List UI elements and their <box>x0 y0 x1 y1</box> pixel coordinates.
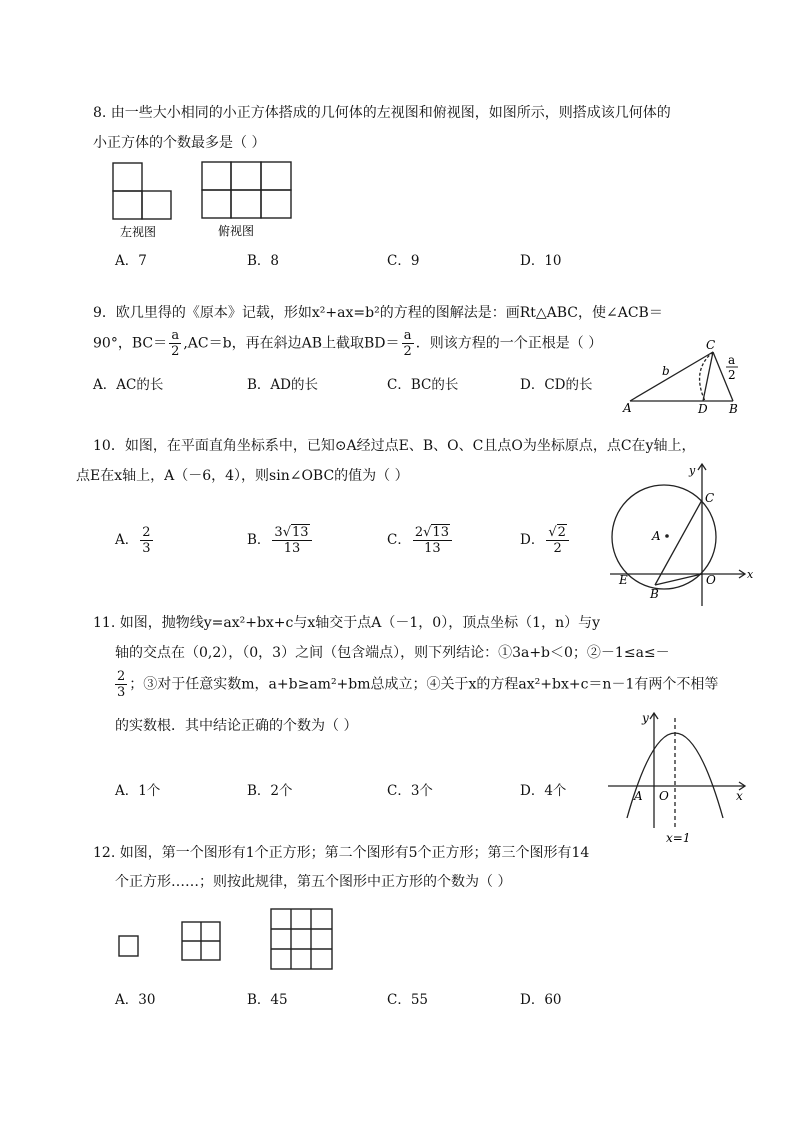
q10-label-b: B <box>650 587 659 601</box>
q12-square-patterns <box>112 904 337 976</box>
q9-label-a-den: 2 <box>728 368 736 382</box>
q9-label-c: C <box>706 338 716 352</box>
q8-stem-line1: 8. 由一些大小相同的小正方体搭成的几何体的左视图和俯视图，如图所示，则搭成该几何体的 <box>93 105 671 121</box>
q8-top-view-label: 俯视图 <box>218 224 255 238</box>
q9-label-side-b: b <box>662 364 670 378</box>
q8-option-c[interactable]: C．9 <box>387 253 420 269</box>
q10-option-c[interactable]: C． $\frac{2√13}{13}$ <box>387 526 454 555</box>
q9-stem-line2 <box>93 329 602 358</box>
q10-label-a: A <box>652 529 661 543</box>
q9-option-d[interactable]: D．CD的长 <box>520 377 593 393</box>
q12-stem-line2: 个正方形……；则按此规律，第五个图形中正方形的个数为（ ） <box>115 874 512 890</box>
q9-fraction-a-over-2: $\frac{a}{2}$ <box>171 328 180 359</box>
q9-triangle-figure <box>615 335 765 417</box>
q10-stem-line2: 点E在x轴上，A（－6，4），则sin∠OBC的值为（ ） <box>76 468 409 484</box>
q12-option-c[interactable]: C．55 <box>387 992 429 1008</box>
q10-circle-figure <box>605 458 755 608</box>
q11-option-d[interactable]: D．4个 <box>520 783 567 799</box>
q12-option-d[interactable]: D．60 <box>520 992 562 1008</box>
q8-left-view-label: 左视图 <box>120 225 157 239</box>
q12-stem-line1: 12. 如图，第一个图形有1个正方形；第二个图形有5个正方形；第三个图形有14 <box>93 845 590 861</box>
q11-label-o: O <box>659 789 669 803</box>
q9-label-a-num: a <box>728 353 736 367</box>
q11-stem-line1: 11. 如图，抛物线y=ax²+bx+c与x轴交于点A（－1，0），顶点坐标（1，n）与y <box>93 615 601 631</box>
q9-stem-line1: 9．欧几里得的《原本》记载，形如x²+ax=b²的方程的图解法是：画Rt△ABC，使∠ACB＝ <box>93 305 663 321</box>
q10-option-b[interactable]: B． $\frac{3√13}{13}$ <box>247 526 314 555</box>
q10-option-d[interactable]: D． $\frac{√2}{2}$ <box>520 526 571 555</box>
q12-figure-1 <box>119 936 138 956</box>
q11-axis-label: x=1 <box>666 831 691 845</box>
q11-option-c[interactable]: C．3个 <box>387 783 433 799</box>
q9-fraction-a-over-2-second: $\frac{a}{2}$ <box>403 328 412 359</box>
q10-label-c: C <box>705 491 715 505</box>
q11-stem-line3: $\frac{2}{3}$ ；③对于任意实数m，a+b≥am²+bm总成立；④关于x的方程ax²+bx+c＝n－1有两个不相等 <box>117 669 719 700</box>
q9-line2-part-c: ．则该方程的一个正根是（ ） <box>415 335 603 352</box>
q9-label-b: B <box>729 402 738 416</box>
q9-option-b[interactable]: B．AD的长 <box>247 377 318 393</box>
q8-option-b[interactable]: B．8 <box>247 253 280 269</box>
q10-label-y: y <box>689 464 696 477</box>
q10-label-x: x <box>747 568 754 581</box>
q10-label-e: E <box>619 573 628 587</box>
q8-view-figures <box>110 160 300 245</box>
q8-option-a[interactable]: A．7 <box>115 253 147 269</box>
q12-figure-3 <box>271 909 332 969</box>
q9-line2-part-b: ,AC＝b，再在斜边AB上截取BD＝ <box>183 335 400 352</box>
q11-stem-line2: 轴的交点在（0,2），（0，3）之间（包含端点），则下列结论：①3a+b＜0；②－1≤a≤－ <box>115 645 670 661</box>
q10-option-a[interactable]: A． $\frac{2}{3}$ <box>115 525 151 556</box>
q9-label-a: A <box>623 401 632 415</box>
q9-option-a[interactable]: A．AC的长 <box>93 377 164 393</box>
q11-option-a[interactable]: A．1个 <box>115 783 161 799</box>
q12-option-a[interactable]: A．30 <box>115 992 156 1008</box>
q11-parabola-figure <box>605 708 755 846</box>
q10-stem-line1: 10．如图，在平面直角坐标系中，已知⊙A经过点E、B、O、C且点O为坐标原点，点C在y轴上， <box>93 438 696 454</box>
q11-fraction-2-over-3: $\frac{2}{3}$ <box>117 669 126 700</box>
q8-top-view <box>202 162 291 218</box>
q9-label-d: D <box>698 402 708 416</box>
q12-figure-2 <box>182 922 220 960</box>
q11-label-a: A <box>634 789 643 803</box>
q8-left-view <box>113 163 171 219</box>
q11-label-x: x <box>736 789 743 803</box>
q9-line2-part-a: 90°，BC＝ <box>93 335 168 352</box>
q11-stem-line4: 的实数根．其中结论正确的个数为（ ） <box>115 718 358 734</box>
q11-label-y: y <box>642 711 649 725</box>
q8-stem-line2: 小正方体的个数最多是（ ） <box>93 135 266 151</box>
q10-label-o: O <box>706 573 716 587</box>
q12-option-b[interactable]: B．45 <box>247 992 288 1008</box>
q8-option-d[interactable]: D．10 <box>520 253 562 269</box>
q9-option-c[interactable]: C．BC的长 <box>387 377 459 393</box>
q11-option-b[interactable]: B．2个 <box>247 783 293 799</box>
